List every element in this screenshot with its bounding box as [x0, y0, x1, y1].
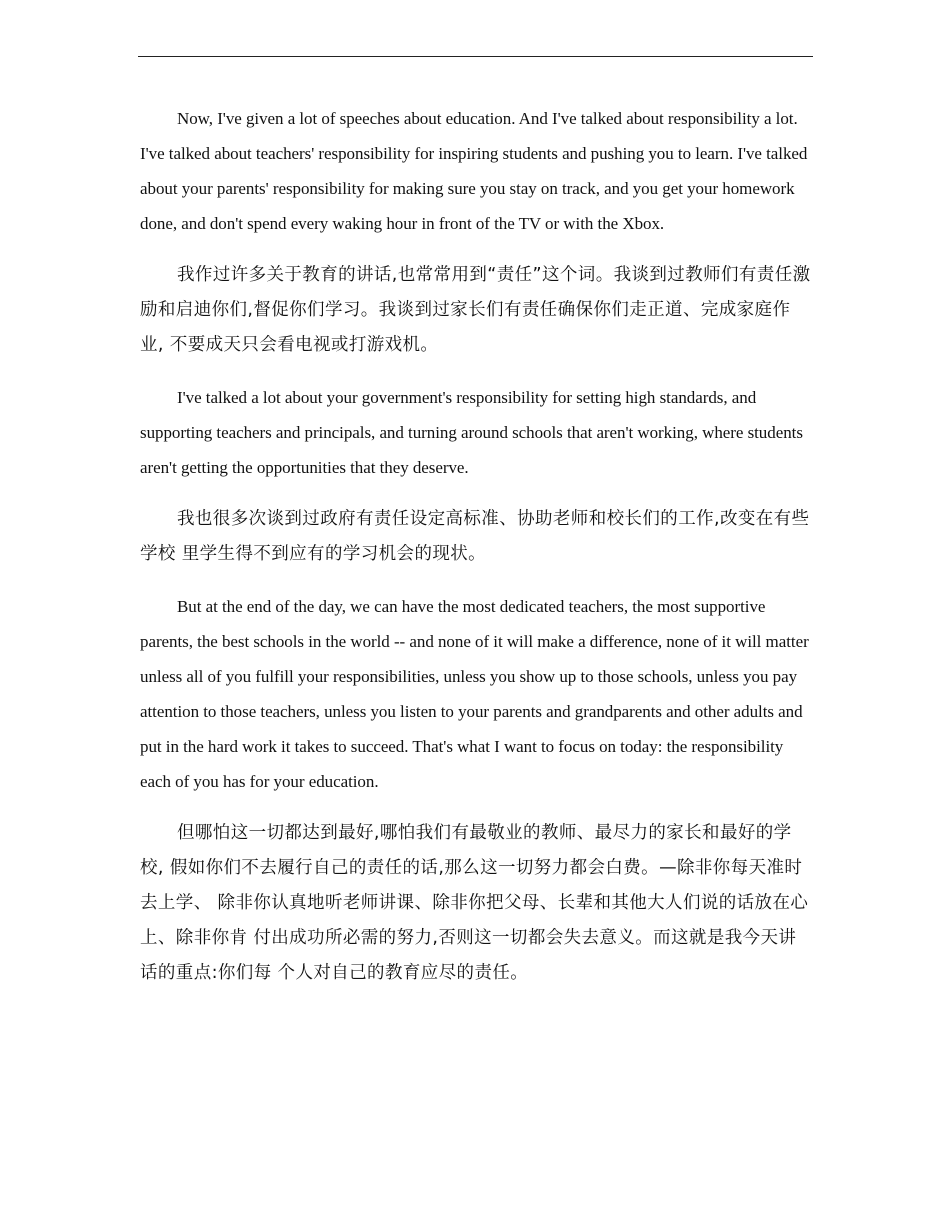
header-rule — [138, 56, 813, 57]
paragraph-english-3: But at the end of the day, we can have the most dedicated teachers, the most supportive parents, the best schools in the world -- and none of it will make a difference, none of it will matter unless all of you fulfill your responsibilities, unless you show up to those schools, unless you pay attention to those teachers, unless you listen to your parents and grandparents and other adults and put in the hard work it takes to succeed. That's what I want to focus on today: the responsibility each of you has for your education. — [140, 597, 809, 791]
paragraph-chinese-2: 我也很多次谈到过政府有责任设定高标准、协助老师和校长们的工作,改变在有些学校 里学生得不到应有的学习机会的现状。 — [140, 509, 810, 564]
paragraph-chinese-3: 但哪怕这一切都达到最好,哪怕我们有最敬业的教师、最尽力的家长和最好的学校, 假如你们不去履行自己的责任的话,那么这一切努力都会白费。—除非你每天准时去上学、 除非你认真地听老师讲课、除非你把父母、长辈和其他大人们说的话放在心上、除非你肯 付出成功所必需的努力,否则这一切都会失去意义。而这就是我今天讲话的重点:你们每 个人对自己的教育应尽的责任。 — [140, 823, 809, 983]
paragraph-chinese-1: 我作过许多关于教育的讲话,也常常用到“责任”这个词。我谈到过教师们有责任激 励和启迪你们,督促你们学习。我谈到过家长们有责任确保你们走正道、完成家庭作业, 不要成天只会看电视或打游戏机。 — [140, 265, 811, 355]
paragraph-english-2: I've talked a lot about your government's responsibility for setting high standards, and supporting teachers and principals, and turning around schools that aren't working, where students aren't getting the opportunities that they deserve. — [140, 388, 803, 477]
document-body — [140, 101, 812, 1008]
paragraph-english-1: Now, I've given a lot of speeches about education. And I've talked about responsibility a lot. I've talked about teachers' responsibility for inspiring students and pushing you to learn. I've talked about your parents' responsibility for making sure you stay on track, and you get your homework done, and don't spend every waking hour in front of the TV or with the Xbox. — [140, 109, 808, 233]
